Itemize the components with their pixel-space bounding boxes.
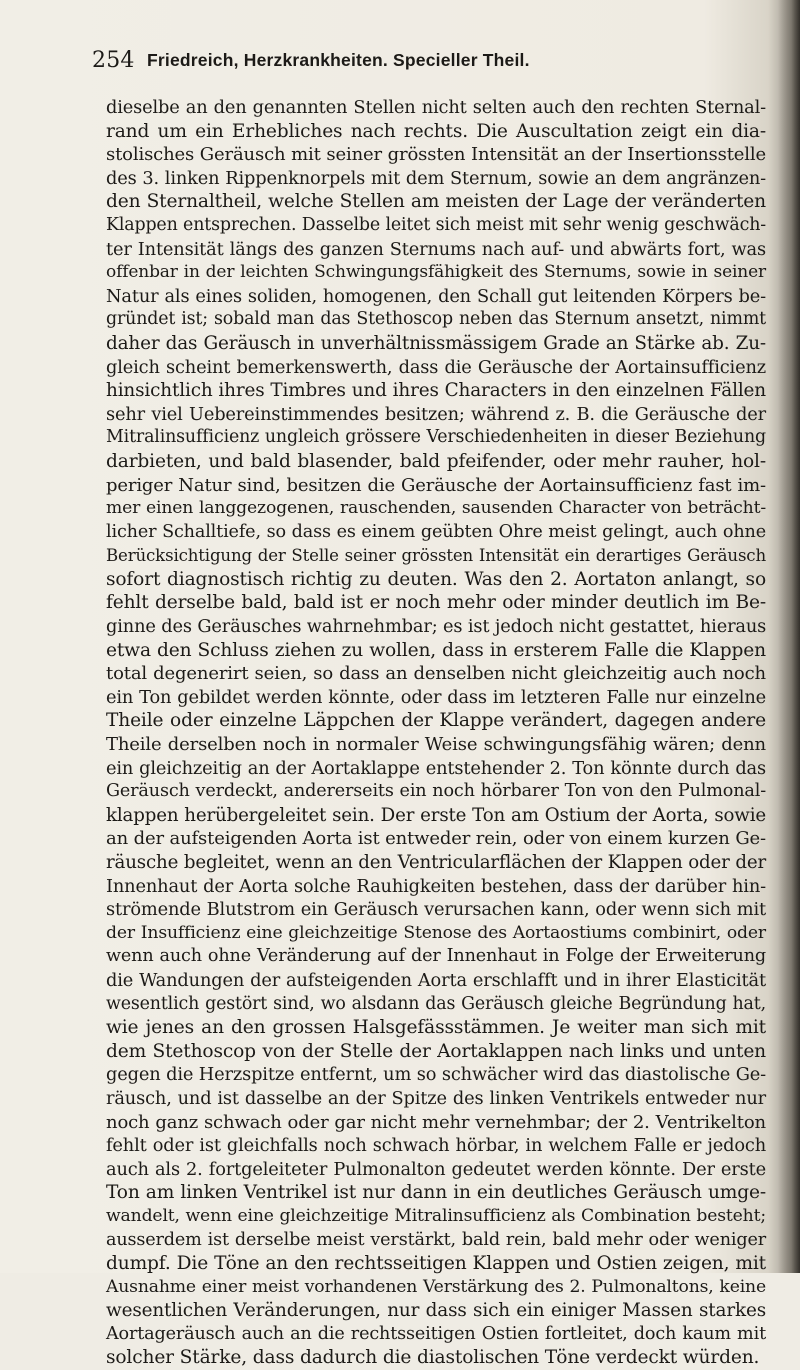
text-line: ein Ton gebildet werden könnte, oder dass im letzteren Falle nur einzelne	[106, 686, 766, 708]
text-line: Theile oder einzelne Läppchen der Klappe verändert, dagegen andere	[106, 710, 766, 732]
text-line: den Sternaltheil, welche Stellen am meisten der Lage der veränderten	[106, 191, 766, 213]
text-line: fehlt oder ist gleichfalls noch schwach hörbar, in welchem Falle er jedoch	[106, 1135, 766, 1157]
text-line: Mitralinsufficienz ungleich grössere Verschiedenheiten in dieser Beziehung	[106, 427, 766, 448]
text-line: Klappen entsprechen. Dasselbe leitet sich meist mit sehr wenig geschwäch-	[106, 214, 766, 235]
text-line: Innenhaut der Aorta solche Rauhigkeiten bestehen, dass der darüber hin-	[106, 875, 766, 897]
text-line: periger Natur sind, besitzen die Geräusche der Aortainsufficienz fast im-	[106, 474, 766, 496]
running-head	[92, 48, 732, 78]
text-line: licher Schalltiefe, so dass es einem geübten Ohre meist gelingt, auch ohne	[106, 521, 766, 542]
text-line: räusch, und ist dasselbe an der Spitze des linken Ventrikels entweder nur	[106, 1087, 766, 1109]
text-line: an der aufsteigenden Aorta ist entweder rein, oder von einem kurzen Ge-	[106, 828, 766, 850]
page-edge-shadow	[778, 0, 800, 1273]
text-line: darbieten, und bald blasender, bald pfeifender, oder mehr rauher, hol-	[106, 450, 766, 472]
text-line: Ton am linken Ventrikel ist nur dann in ein deutliches Geräusch umge-	[106, 1182, 766, 1204]
text-line: sehr viel Uebereinstimmendes besitzen; während z. B. die Geräusche der	[106, 403, 766, 425]
text-line: wesentlich gestört sind, wo alsdann das Geräusch gleiche Begründung hat,	[106, 993, 766, 1014]
text-line: mer einen langgezogenen, rauschenden, sausenden Character von beträcht-	[106, 498, 766, 519]
text-line: Geräusch verdeckt, andererseits ein noch hörbarer Ton von den Pulmonal-	[106, 781, 766, 802]
text-line: ginne des Geräusches wahrnehmbar; es ist jedoch nicht gestattet, hieraus	[106, 616, 767, 638]
page-number: 254	[92, 48, 135, 73]
text-line: Natur als eines soliden, homogenen, den Schall gut leitenden Körpers be-	[106, 285, 766, 307]
text-line: räusche begleitet, wenn an den Ventricularflächen der Klappen oder der	[106, 852, 766, 873]
text-line: dieselbe an den genannten Stellen nicht selten auch den rechten Sternal-	[106, 97, 766, 118]
body-text	[106, 96, 766, 1370]
running-head-title: Friedreich, Herzkrankheiten. Specieller Theil.	[147, 50, 530, 70]
text-line: stolisches Geräusch mit seiner grössten Intensität an der Insertionsstelle	[106, 144, 766, 166]
text-line: etwa den Schluss ziehen zu wollen, dass in ersterem Falle die Klappen	[106, 639, 766, 661]
text-line: solcher Stärke, dass dadurch die diastolischen Töne verdeckt würden.	[106, 1347, 760, 1369]
text-line: daher das Geräusch in unverhältnissmässigem Grade an Stärke ab. Zu-	[106, 332, 766, 354]
text-line: Ausnahme einer meist vorhandenen Verstärkung des 2. Pulmonaltons, keine	[106, 1276, 766, 1297]
text-line: die Wandungen der aufsteigenden Aorta erschlafft und in ihrer Elasticität	[106, 969, 766, 991]
text-line: Theile derselben noch in normaler Weise schwingungsfähig wären; denn	[106, 734, 766, 756]
text-line: wie jenes an den grossen Halsgefässstämmen. Je weiter man sich mit	[106, 1017, 766, 1039]
text-line: strömende Blutstrom ein Geräusch verursachen kann, oder wenn sich mit	[106, 899, 766, 921]
text-line: Berücksichtigung der Stelle seiner grössten Intensität ein derartiges Geräusch	[106, 546, 766, 566]
text-line: wenn auch ohne Veränderung auf der Innenhaut in Folge der Erweiterung	[106, 946, 766, 967]
text-line: gleich scheint bemerkenswerth, dass die Geräusche der Aortainsufficienz	[106, 356, 766, 378]
text-line: der Insufficienz eine gleichzeitige Stenose des Aortaostiums combinirt, oder	[106, 922, 766, 943]
text-line: Aortageräusch auch an die rechtsseitigen Ostien fortleitet, doch kaum mit	[106, 1323, 766, 1344]
text-line: wesentlichen Veränderungen, nur dass sich ein einiger Massen starkes	[106, 1300, 766, 1322]
text-line: auch als 2. fortgeleiteter Pulmonalton gedeutet werden könnte. Der erste	[106, 1158, 766, 1180]
text-line: rand um ein Erhebliches nach rechts. Die Auscultation zeigt ein dia-	[106, 120, 766, 142]
text-line: ausserdem ist derselbe meist verstärkt, bald rein, bald mehr oder weniger	[106, 1229, 766, 1250]
text-line: offenbar in der leichten Schwingungsfähigkeit des Sternums, sowie in seiner	[106, 262, 766, 283]
text-line: wandelt, wenn eine gleichzeitige Mitralinsufficienz als Combination besteht;	[106, 1205, 766, 1226]
text-line: des 3. linken Rippenknorpels mit dem Sternum, sowie an dem angränzen-	[106, 167, 766, 189]
text-line: noch ganz schwach oder gar nicht mehr vernehmbar; der 2. Ventrikelton	[106, 1111, 766, 1133]
text-line: ter Intensität längs des ganzen Sternums nach auf- und abwärts fort, was	[106, 238, 766, 260]
text-line: dem Stethoscop von der Stelle der Aortaklappen nach links und unten	[106, 1040, 766, 1062]
text-line: total degenerirt seien, so dass an denselben nicht gleichzeitig auch noch	[106, 663, 766, 685]
text-line: sofort diagnostisch richtig zu deuten. Was den 2. Aortaton anlangt, so	[106, 568, 766, 590]
text-line: gegen die Herzspitze entfernt, um so schwächer wird das diastolische Ge-	[106, 1064, 766, 1086]
text-line: fehlt derselbe bald, bald ist er noch mehr oder minder deutlich im Be-	[106, 592, 766, 614]
text-line: hinsichtlich ihres Timbres und ihres Characters in den einzelnen Fällen	[106, 380, 766, 402]
text-line: klappen herübergeleitet sein. Der erste Ton am Ostium der Aorta, sowie	[106, 804, 766, 826]
text-line: dumpf. Die Töne an den rechtsseitigen Klappen und Ostien zeigen, mit	[106, 1253, 766, 1275]
text-line: gründet ist; sobald man das Stethoscop neben das Sternum ansetzt, nimmt	[106, 309, 766, 330]
text-line: ein gleichzeitig an der Aortaklappe entstehender 2. Ton könnte durch das	[106, 757, 766, 779]
